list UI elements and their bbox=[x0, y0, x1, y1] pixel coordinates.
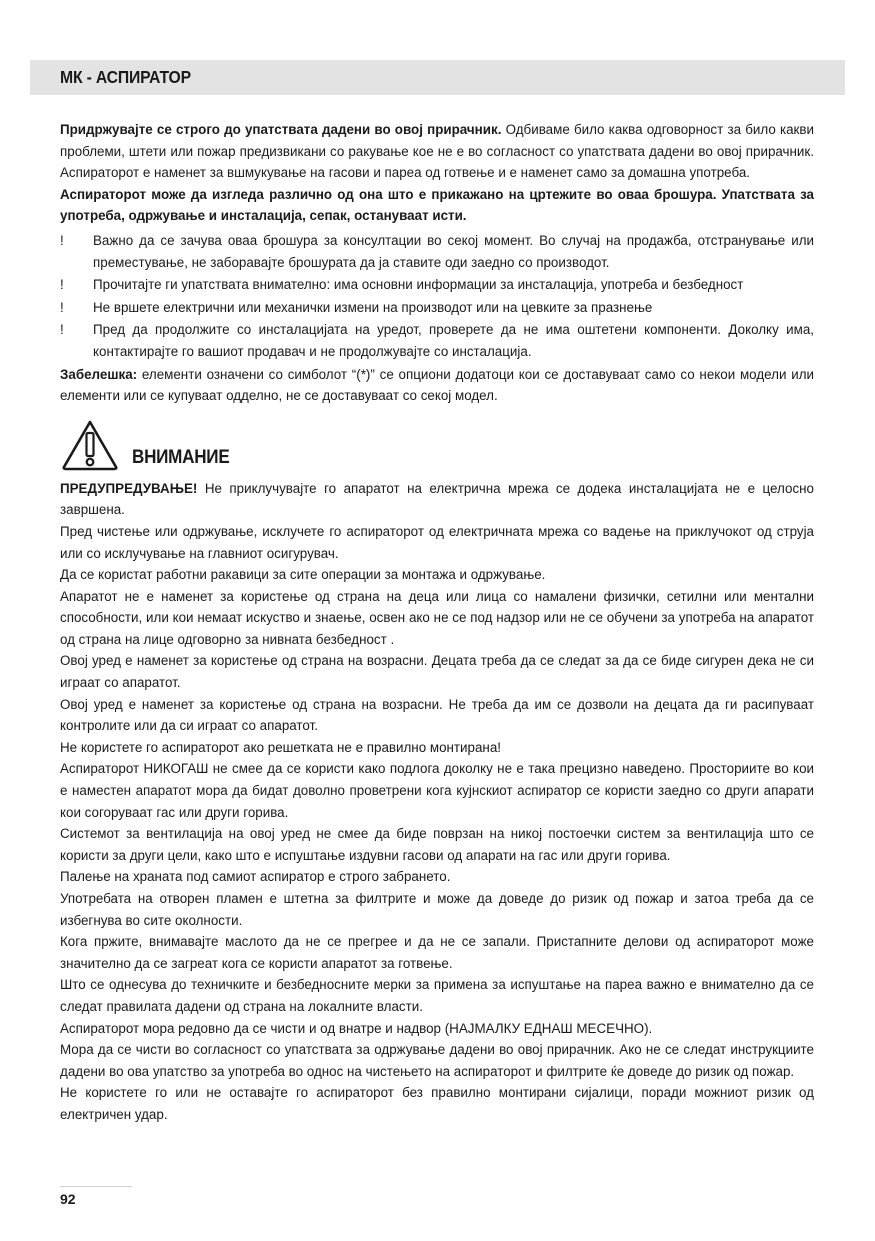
section-title: МК - АСПИРАТОР bbox=[60, 67, 191, 87]
bullet-text: Пред да продолжите со инсталацијата на уредот, проверете да не има оштетени компоненти. Доколку има, контактирајте го вашиот продавач и не продолжувајте со инсталација. bbox=[93, 322, 814, 359]
bullet-item bbox=[60, 230, 814, 273]
bullet-item bbox=[60, 297, 814, 319]
warning-paragraph: Аспираторот мора редовно да се чисти и од внатре и надвор (НАЈМАЛКУ ЕДНАШ МЕСЕЧНО). bbox=[60, 1020, 653, 1036]
warning-paragraph: Овој уред е наменет за користење од страна на возрасни. Децата треба да се следат за да се биде сигурен дека не си играат со апаратот. bbox=[60, 653, 814, 691]
bullet-item bbox=[60, 319, 814, 362]
footer-divider bbox=[60, 1186, 132, 1187]
intro-paragraph bbox=[60, 119, 814, 184]
warning-paragraph: Овој уред е наменет за користење од страна на возрасни. Не треба да им се дозволи на децата да ги расипуваат контролите или да си играат со апаратот. bbox=[60, 696, 814, 734]
warning-lead-bold: ПРЕДУПРЕДУВАЊЕ! bbox=[60, 480, 198, 496]
warning-paragraph: Да се користат работни ракавици за сите операции за монтажа и одржување. bbox=[60, 567, 546, 583]
bullet-text: Не вршете електрични или механички измени на производот или на цевките за празнење bbox=[93, 299, 653, 315]
warning-paragraph: Апаратот не е наменет за користење од страна на деца или лица со намалени физички, сетилни или ментални способности, или кои немаат искуство и знаење, освен ако не се под надзор или не се обучени за употреба на апаратот од страна на лице одговорно за нивната безбедност . bbox=[60, 588, 814, 647]
bullet-list bbox=[60, 230, 814, 363]
page-content bbox=[60, 119, 814, 1126]
exclamation-icon: ! bbox=[60, 322, 64, 338]
warning-paragraph: Кога пржите, внимавајте маслото да не се прегрее и да не се запали. Пристапните делови од аспираторот може значително да се загреат кога се користи апаратот за готвење. bbox=[60, 934, 814, 971]
section-header-bar bbox=[30, 60, 845, 95]
warning-paragraph: Употребата на отворен пламен е штетна за филтрите и може да доведе до ризик од пожар и затоа треба да се избегнува во сите околности. bbox=[60, 891, 814, 928]
exclamation-icon: ! bbox=[60, 277, 64, 293]
appearance-note: Аспираторот може да изгледа различно од она што е прикажано на цртежите во оваа брошура. Упатствата за употреба, одржување и инсталација, сепак, остануваат исти. bbox=[60, 186, 814, 224]
note-label: Забелешка: bbox=[60, 366, 138, 382]
warning-heading bbox=[60, 419, 814, 489]
warning-paragraph: Не користете го или не оставајте го аспираторот без правилно монтирани сијалици, поради можниот ризик од електричен удар. bbox=[60, 1085, 814, 1122]
warning-paragraph: Мора да се чисти во согласност со упатствата за одржување дадени во овој прирачник. Ако не се следат инструкциите дадени во ова упатство за употреба во однос на чистењето на аспираторот и филтрите ќе доведе до ризик од пожар. bbox=[60, 1042, 814, 1079]
warning-title: ВНИМАНИЕ bbox=[132, 446, 230, 468]
intro-lead-bold: Придржувајте се строго до упатствата дадени во овој прирачник. bbox=[60, 122, 502, 137]
warning-paragraph: Системот за вентилација на овој уред не смее да биде поврзан на никој постоечки систем за вентилација што се користи за други цели, како што е испуштање издувни гасови од апарати на гас или други горива. bbox=[60, 826, 814, 863]
warning-paragraph: Палење на храната под самиот аспиратор е строго забрането. bbox=[60, 869, 451, 885]
optional-parts-note bbox=[60, 364, 814, 407]
bullet-text: Важно да се зачува оваа брошура за консултации во секој момент. Во случај на продажба, отстранување или преместување, не заборавајте брошурата да ја ставите оди заедно со производот. bbox=[93, 232, 814, 270]
warning-lead-rest: Не приклучувајте го апаратот на електрична мрежа се додека инсталацијата не е целосно завршена. bbox=[60, 480, 814, 518]
warning-paragraph: Пред чистење или одржување, исклучете го аспираторот од електричната мрежа со вадење на приклучокот од струја или со исклучување на главниот осигурувач. bbox=[60, 523, 814, 561]
bullet-item bbox=[60, 274, 814, 296]
exclamation-icon: ! bbox=[60, 232, 64, 248]
page-number: 92 bbox=[60, 1191, 76, 1207]
note-text: елементи означени со симболот “(*)” се опциони додатоци кои се доставуваат само со некои модели или елементи или се купуваат одделно, не се доставуваат со секој модел. bbox=[60, 366, 814, 404]
bullet-text: Прочитајте ги упатствата внимателно: има основни информации за инсталација, употреба и безбедност bbox=[93, 277, 744, 293]
warning-text-block bbox=[60, 478, 814, 1126]
exclamation-icon: ! bbox=[60, 299, 64, 315]
warning-triangle-icon bbox=[61, 419, 119, 471]
warning-paragraph: Што се однесува до техничките и безбедносните мерки за примена за испуштање на пареа важно е внимателно да се следат правилата дадени од страна на локалните власти. bbox=[60, 977, 814, 1014]
warning-paragraph: Не користете го аспираторот ако решетката не е правилно монтирана! bbox=[60, 739, 501, 755]
warning-paragraph: Аспираторот НИКОГАШ не смее да се користи како подлога доколку не е така прецизно наведено. Просториите во кои е наместен апаратот мора да бидат доволно проветрени кога кујнскиот аспиратор се користи заедно со други апарати кои согоруваат гас или други горива. bbox=[60, 761, 814, 820]
intro-lead-rest: Одбиваме било каква одговорност за било какви проблеми, штети или пожар предизвикани со ракување кое не е во согласност со упатствата дадени во овој прирачник. Аспираторот е наменет за вшмукување на гасови и пареа од готвење и е наменет само за домашна употреба. bbox=[60, 122, 814, 181]
